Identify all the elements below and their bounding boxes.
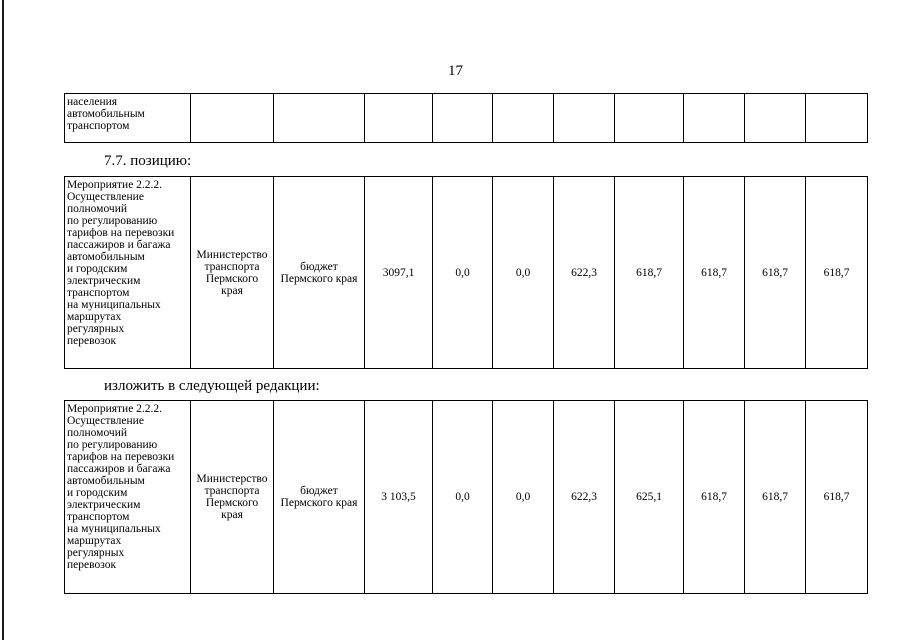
table-row bbox=[65, 401, 868, 594]
cell-value: 0,0 bbox=[493, 401, 554, 594]
page-edge bbox=[2, 0, 4, 640]
cell-value: 622,3 bbox=[554, 177, 615, 369]
cell-value: 3097,1 bbox=[365, 177, 433, 369]
cell bbox=[806, 94, 868, 143]
cell-value: 618,7 bbox=[745, 177, 806, 369]
cell-value: 3 103,5 bbox=[365, 401, 433, 594]
cell-value: 0,0 bbox=[493, 177, 554, 369]
heading-new-edition: изложить в следующей редакции: bbox=[104, 378, 320, 394]
cell-value: 618,7 bbox=[684, 177, 745, 369]
table-row bbox=[65, 94, 868, 143]
cell-name: Мероприятие 2.2.2. Осуществление полномочий по регулированию тарифов на перевозки пассажиров и багажа автомобильным и городским электрическим транспортом на муниципальных маршрутах регулярных перевозок bbox=[65, 177, 191, 369]
cell bbox=[191, 94, 274, 143]
table-fragment-top bbox=[64, 93, 868, 143]
table-old-row bbox=[64, 176, 868, 369]
cell-value: 618,7 bbox=[615, 177, 684, 369]
cell-org: Министерство транспорта Пермского края bbox=[191, 177, 274, 369]
heading-position: 7.7. позицию: bbox=[104, 153, 192, 169]
cell-org: Министерство транспорта Пермского края bbox=[191, 401, 274, 594]
cell bbox=[684, 94, 745, 143]
cell-value: 622,3 bbox=[554, 401, 615, 594]
cell bbox=[433, 94, 493, 143]
cell-value: 618,7 bbox=[684, 401, 745, 594]
page-number: 17 bbox=[448, 63, 463, 79]
cell-source: бюджет Пермского края bbox=[274, 177, 365, 369]
cell-value: 0,0 bbox=[433, 177, 493, 369]
table-new-row bbox=[64, 400, 868, 594]
cell-value: 618,7 bbox=[806, 177, 868, 369]
cell-value: 625,1 bbox=[615, 401, 684, 594]
cell-name: Мероприятие 2.2.2. Осуществление полномочий по регулированию тарифов на перевозки пассажиров и багажа автомобильным и городским электрическим транспортом на муниципальных маршрутах регулярных перевозок bbox=[65, 401, 191, 594]
cell bbox=[554, 94, 615, 143]
cell bbox=[493, 94, 554, 143]
cell-value: 618,7 bbox=[745, 401, 806, 594]
table-row bbox=[65, 177, 868, 369]
cell-value: 0,0 bbox=[433, 401, 493, 594]
cell-source: бюджет Пермского края bbox=[274, 401, 365, 594]
cell bbox=[274, 94, 365, 143]
cell bbox=[365, 94, 433, 143]
cell bbox=[615, 94, 684, 143]
cell bbox=[745, 94, 806, 143]
cell-value: 618,7 bbox=[806, 401, 868, 594]
cell-name: населения автомобильным транспортом bbox=[65, 94, 191, 143]
